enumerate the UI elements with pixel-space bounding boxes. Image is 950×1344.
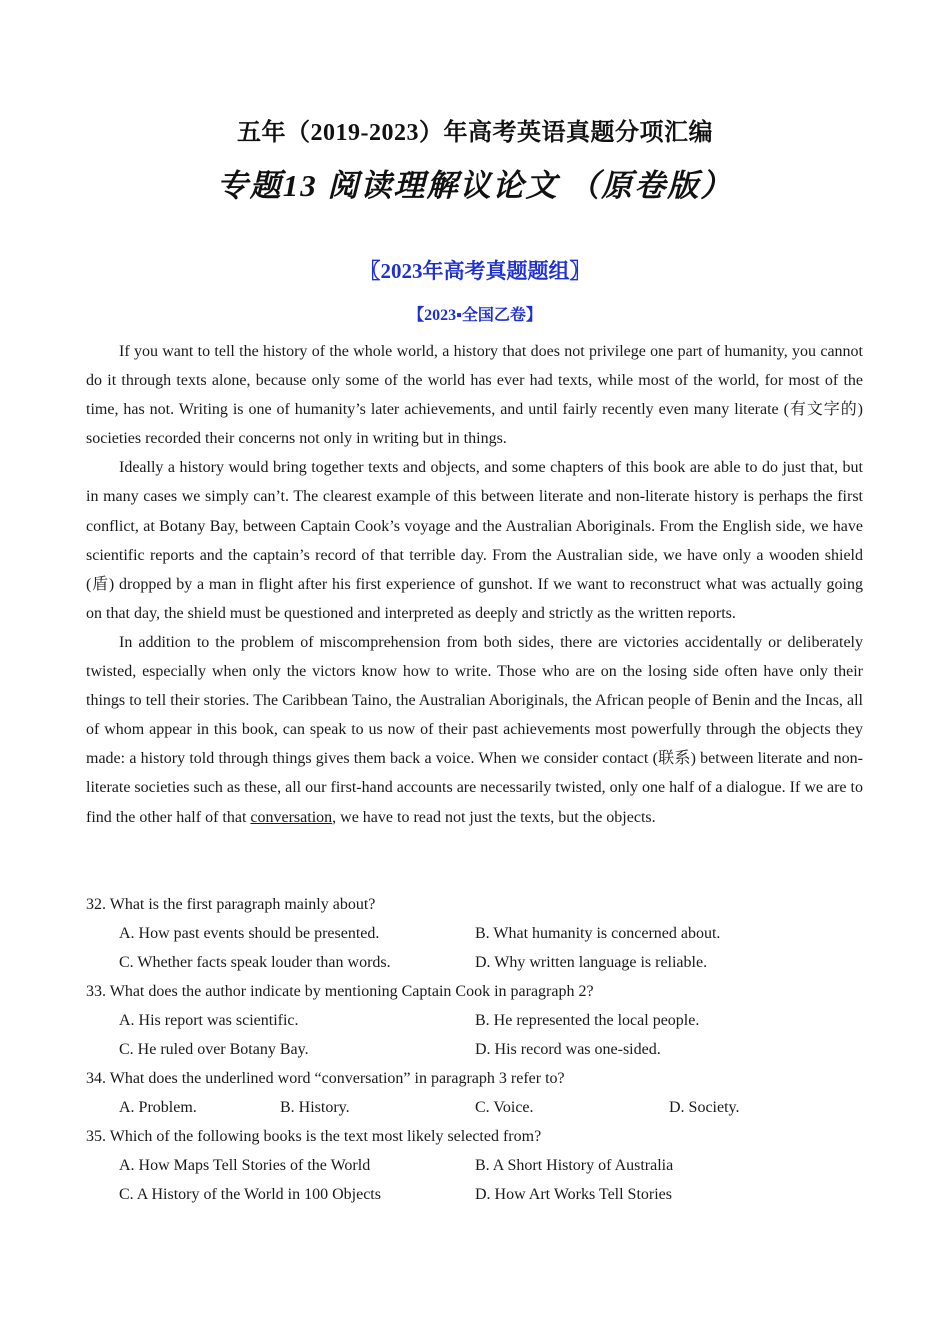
- option-32-c: C. Whether facts speak louder than words.: [119, 954, 391, 971]
- document-subtitle: 专题13 阅读理解议论文 （原卷版）: [216, 168, 734, 203]
- option-32-b: B. What humanity is concerned about.: [475, 925, 721, 942]
- passage-paragraph-3: [86, 628, 863, 832]
- paragraph-text: In addition to the problem of miscomprehension from both sides, there are victories accidentally or deliberately twisted, especially when only the victors know how to write. Those who are on the losing side often have only their things to tell their stories. The Caribbean Taino, the Australian Aboriginals, the African people of Benin and the Incas, all of whom appear in this book, can speak to us now of their past achievements most powerfully through the objects they made: a history told through things gives them back a voice. When we consider contact (联系) between literate and non-literate societies such as these, all our first-hand accounts are necessarily twisted, only one half of a dialogue. If we are to find the other half of that: [86, 633, 863, 826]
- option-row: [86, 948, 863, 977]
- option-33-a: A. His report was scientific.: [119, 1012, 299, 1029]
- section-heading: 〖2023年高考真题题组〗: [359, 259, 591, 283]
- option-row: [86, 1035, 863, 1064]
- question-35-stem: 35. Which of the following books is the text most likely selected from?: [86, 1128, 542, 1145]
- passage-paragraph-1: If you want to tell the history of the whole world, a history that does not privilege one part of humanity, you cannot do it through texts alone, because only some of the world has ever had texts, while most of the world, for most of the time, has not. Writing is one of humanity’s later achievements, and until fairly recently even many literate (有文字的) societies recorded their concerns not only in writing but in things.: [86, 343, 863, 448]
- option-33-d: D. His record was one-sided.: [475, 1041, 661, 1058]
- option-32-d: D. Why written language is reliable.: [475, 954, 708, 971]
- option-35-b: B. A Short History of Australia: [475, 1157, 674, 1174]
- option-33-b: B. He represented the local people.: [475, 1012, 700, 1029]
- option-row: [86, 919, 863, 948]
- option-34-b: B. History.: [280, 1099, 350, 1116]
- option-34-d: D. Society.: [669, 1099, 740, 1116]
- option-row: [86, 1180, 863, 1209]
- paragraph-text: , we have to read not just the texts, but the objects.: [332, 808, 656, 826]
- option-34-c: C. Voice.: [475, 1099, 534, 1116]
- reading-passage: [86, 337, 863, 832]
- question-32-stem: 32. What is the first paragraph mainly about?: [86, 896, 376, 913]
- option-35-c: C. A History of the World in 100 Objects: [119, 1186, 381, 1203]
- passage-paragraph-2: Ideally a history would bring together texts and objects, and some chapters of this book are able to do just that, but in many cases we simply can’t. The clearest example of this between literate and non-literate history is perhaps the first conflict, at Botany Bay, between Captain Cook’s voyage and the Australian Aboriginals. From the English side, we have scientific reports and the captain’s record of that terrible day. From the Australian side, we have only a wooden shield (盾) dropped by a man in flight after his first experience of gunshot. If we want to reconstruct what was actually going on that day, the shield must be questioned and interpreted as deeply and strictly as the written reports.: [86, 459, 863, 622]
- option-35-d: D. How Art Works Tell Stories: [475, 1186, 672, 1203]
- question-list: [86, 890, 863, 1209]
- option-32-a: A. How past events should be presented.: [119, 925, 380, 942]
- question-34-stem: 34. What does the underlined word “conversation” in paragraph 3 refer to?: [86, 1070, 565, 1087]
- exam-paper-label: 【2023▪全国乙卷】: [408, 307, 542, 324]
- option-row: [86, 1006, 863, 1035]
- option-34-a: A. Problem.: [119, 1099, 197, 1116]
- option-row: [86, 1151, 863, 1180]
- document-title: 五年（2019-2023）年高考英语真题分项汇编: [237, 120, 713, 146]
- question-33-stem: 33. What does the author indicate by mentioning Captain Cook in paragraph 2?: [86, 983, 594, 1000]
- option-33-c: C. He ruled over Botany Bay.: [119, 1041, 309, 1058]
- option-35-a: A. How Maps Tell Stories of the World: [119, 1157, 371, 1174]
- option-row: [86, 1093, 863, 1122]
- underlined-word: conversation: [250, 808, 333, 826]
